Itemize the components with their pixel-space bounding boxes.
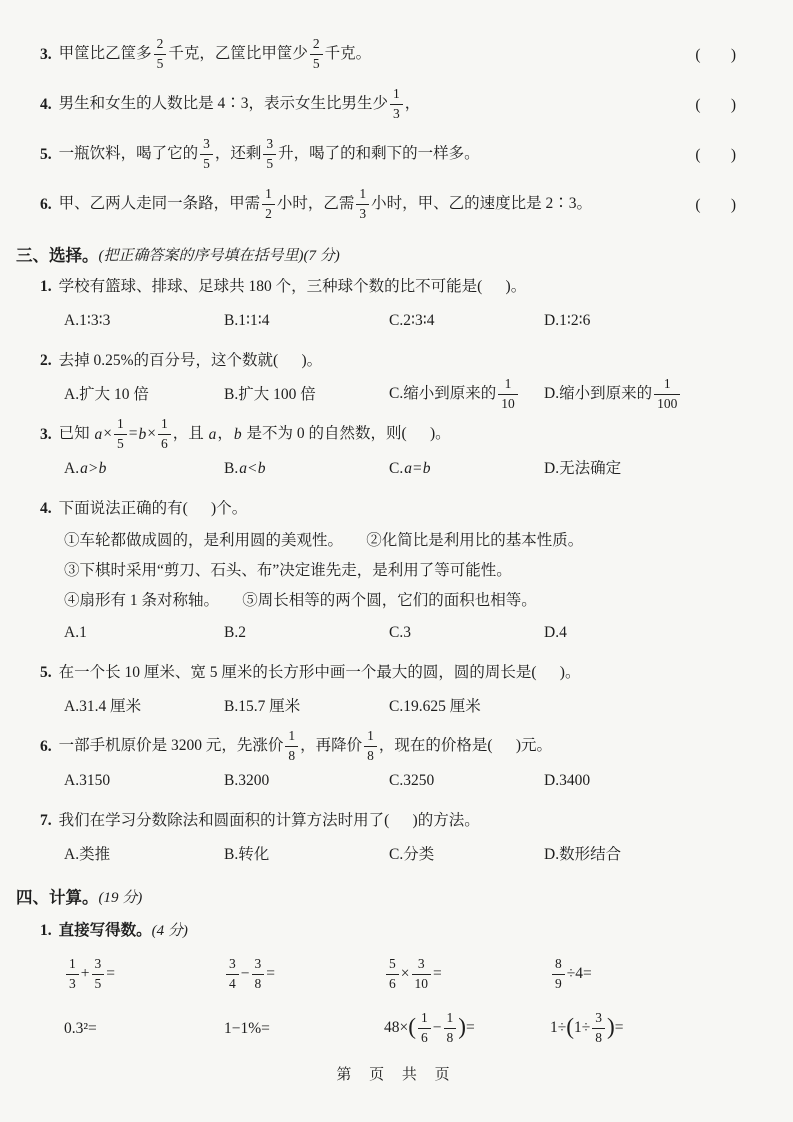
fraction: $\frac{5}{6}$: [386, 957, 399, 990]
question-text: 学校有篮球、排球、足球共 180 个，三种球个数的比不可能是( )。: [58, 278, 527, 296]
true-false-item: [0, 80, 793, 130]
choice-question: [0, 418, 793, 486]
fraction: $\frac{1}{8}$: [364, 729, 377, 762]
answer-option: A.3150: [64, 772, 111, 790]
answer-option: B.扩大 100 倍: [224, 386, 316, 404]
question-line: [0, 804, 793, 838]
choice-questions: [0, 270, 793, 872]
answer-option: B.15.7 厘米: [224, 698, 301, 716]
answer-option: A.a>b: [64, 460, 107, 478]
fraction: $\frac{3}{5}$: [200, 137, 213, 170]
answer-option: A.类推: [64, 846, 111, 864]
answer-option: C.a=b: [389, 460, 431, 478]
section-title-score: (7 分): [303, 247, 340, 264]
statement-line: ④扇形有 1 条对称轴。 ⑤周长相等的两个圆，它们的面积也相等。: [64, 592, 537, 610]
item-text: 一瓶饮料，喝了它的 $\frac{3}{5}$ ，还剩 $\frac{3}{5}$ 升，喝了的和剩下的一样多。: [58, 136, 480, 171]
fraction: $\frac{1}{6}$: [158, 417, 171, 450]
fraction: $\frac{3}{8}$: [252, 957, 265, 990]
item-text: 甲、乙两人走同一条路，甲需 $\frac{1}{2}$ 小时，乙需 $\frac{1}{3}$ 小时，甲、乙的速度比是 2∶3。: [58, 186, 593, 221]
answer-option: A.1∶3∶3: [64, 312, 111, 330]
section-title-score: (19 分): [98, 889, 143, 906]
item-number: 4.: [40, 96, 52, 114]
answer-option: B.2: [224, 624, 246, 642]
page-footer: 第 页 共 页: [336, 1067, 457, 1083]
question-number: 7.: [40, 812, 52, 830]
fraction: $\frac{1}{8}$: [285, 729, 298, 762]
question-line: [0, 492, 793, 526]
question-number: 5.: [40, 664, 52, 682]
statement-lines: [0, 526, 793, 616]
fraction: $\frac{1}{2}$: [262, 187, 275, 220]
choice-question: [0, 804, 793, 872]
choice-question: [0, 656, 793, 724]
answer-option: D.缩小到原来的 $\frac{1}{100}$: [544, 378, 793, 411]
answer-brackets: ( ): [695, 196, 737, 214]
fraction: $\frac{1}{100}$: [654, 377, 680, 410]
answer-option: B.a<b: [224, 460, 266, 478]
true-false-item: [0, 180, 793, 230]
answer-options: [64, 304, 793, 338]
calc-expression: $\frac{5}{6}$ × $\frac{3}{10}$ =: [384, 958, 550, 991]
calc-row: [64, 1002, 793, 1056]
question-text: 我们在学习分数除法和圆面积的计算方法时用了( )的方法。: [58, 812, 480, 830]
fraction: $\frac{3}{8}$: [592, 1011, 605, 1044]
subsection-score: (4 分): [151, 922, 188, 939]
true-false-item: [0, 30, 793, 80]
section-title-note: (把正确答案的序号填在括号里): [98, 247, 304, 264]
section-title-text: 三、选择。: [16, 245, 99, 265]
answer-option: B.3200: [224, 772, 270, 790]
fraction: $\frac{3}{10}$: [412, 957, 432, 990]
statement-line: ①车轮都做成圆的，是利用圆的美观性。 ②化简比是利用比的基本性质。: [64, 532, 584, 550]
question-line: [0, 730, 793, 764]
answer-option: A.1: [64, 624, 87, 642]
question-line: [0, 270, 793, 304]
choice-section-title: [0, 242, 793, 270]
subsection-text: 直接写得数。: [58, 922, 152, 940]
answer-options: [64, 616, 793, 650]
answer-option: C.缩小到原来的 $\frac{1}{10}$: [389, 378, 544, 411]
answer-options: [64, 452, 793, 486]
item-text: 男生和女生的人数比是 4∶3，表示女生比男生少 $\frac{1}{3}$ ，: [58, 86, 421, 121]
calc-section: [0, 884, 793, 1056]
fraction: $\frac{3}{4}$: [226, 957, 239, 990]
choice-question: [0, 270, 793, 338]
fraction: $\frac{1}{3}$: [390, 87, 403, 120]
choice-question: [0, 730, 793, 798]
true-false-item: [0, 130, 793, 180]
calc-row: [64, 948, 793, 1002]
calc-expression: $\frac{1}{3}$ + $\frac{3}{5}$ =: [64, 958, 224, 991]
fraction: $\frac{1}{3}$: [66, 957, 79, 990]
calc-expression: 48×( $\frac{1}{6}$ − $\frac{1}{8}$ )=: [384, 1010, 475, 1045]
question-text: 去掉 0.25%的百分号，这个数就( )。: [58, 352, 323, 370]
question-number: 4.: [40, 500, 52, 518]
question-line: [0, 656, 793, 690]
question-text: 已知 a× $\frac{1}{5}$ =b× $\frac{1}{6}$ ，且 a，b 是不为 0 的自然数，则( )。: [58, 416, 451, 451]
answer-option: D.4: [544, 624, 567, 642]
calc-expression: 1÷(1÷ $\frac{3}{8}$ )=: [550, 1010, 624, 1045]
answer-brackets: ( ): [695, 146, 737, 164]
question-number: 1.: [40, 278, 52, 296]
answer-option: D.3400: [544, 772, 591, 790]
answer-option: B.转化: [224, 846, 270, 864]
fraction: $\frac{1}{3}$: [356, 187, 369, 220]
calc-section-title: [0, 884, 793, 912]
answer-options: [64, 378, 793, 412]
fraction: $\frac{1}{5}$: [114, 417, 127, 450]
question-text: 一部手机原价是 3200 元，先涨价 $\frac{1}{8}$ ，再降价 $\frac{1}{8}$ ，现在的价格是( )元。: [58, 728, 552, 763]
fraction: $\frac{2}{5}$: [154, 37, 167, 70]
choice-question: [0, 344, 793, 412]
calc-expression: 0.3²=: [64, 1020, 97, 1038]
fraction: $\frac{3}{5}$: [92, 957, 105, 990]
answer-options: [64, 690, 793, 724]
choice-section: [0, 242, 793, 872]
answer-option: C.3: [389, 624, 411, 642]
question-line: [0, 418, 793, 452]
section-title-text: 四、计算。: [16, 887, 99, 907]
answer-options: [64, 838, 793, 872]
calc-subsection-title: [0, 914, 793, 948]
answer-option: C.2∶3∶4: [389, 312, 435, 330]
item-number: 3.: [40, 46, 52, 64]
item-text: 甲筐比乙筐多 $\frac{2}{5}$ 千克，乙筐比甲筐少 $\frac{2}{5}$ 千克。: [58, 36, 372, 71]
judge-rows: [0, 30, 793, 230]
fraction: $\frac{2}{5}$: [310, 37, 323, 70]
calc-expression: $\frac{8}{9}$ ÷4=: [550, 958, 793, 991]
question-number: 3.: [40, 426, 52, 444]
question-text: 下面说法正确的有( )个。: [58, 500, 248, 518]
answer-brackets: ( ): [695, 96, 737, 114]
answer-option: A.扩大 10 倍: [64, 386, 149, 404]
question-text: 在一个长 10 厘米、宽 5 厘米的长方形中画一个最大的圆，圆的周长是( )。: [58, 664, 581, 682]
fraction: $\frac{1}{6}$: [418, 1011, 431, 1044]
answer-brackets: ( ): [695, 46, 737, 64]
subsection-number: 1.: [40, 922, 52, 940]
calc-expression: 1−1%=: [224, 1020, 270, 1038]
answer-option: C.3250: [389, 772, 435, 790]
fraction: $\frac{1}{10}$: [498, 377, 518, 410]
answer-options: [64, 764, 793, 798]
answer-option: B.1∶1∶4: [224, 312, 270, 330]
item-number: 5.: [40, 146, 52, 164]
choice-question: [0, 492, 793, 650]
question-number: 6.: [40, 738, 52, 756]
item-number: 6.: [40, 196, 52, 214]
answer-option: C.分类: [389, 846, 435, 864]
answer-option: D.无法确定: [544, 460, 622, 478]
fraction: $\frac{3}{5}$: [263, 137, 276, 170]
answer-option: D.1∶2∶6: [544, 312, 591, 330]
calc-expression: $\frac{3}{4}$ − $\frac{3}{8}$ =: [224, 958, 384, 991]
fraction: $\frac{1}{8}$: [444, 1011, 457, 1044]
answer-option: A.31.4 厘米: [64, 698, 142, 716]
fraction: $\frac{8}{9}$: [552, 957, 565, 990]
question-line: [0, 344, 793, 378]
judge-section: [0, 30, 793, 230]
answer-option: C.19.625 厘米: [389, 698, 481, 716]
statement-line: ③下棋时采用“剪刀、石头、布”决定谁先走，是利用了等可能性。: [64, 562, 512, 580]
answer-option: D.数形结合: [544, 846, 622, 864]
question-number: 2.: [40, 352, 52, 370]
